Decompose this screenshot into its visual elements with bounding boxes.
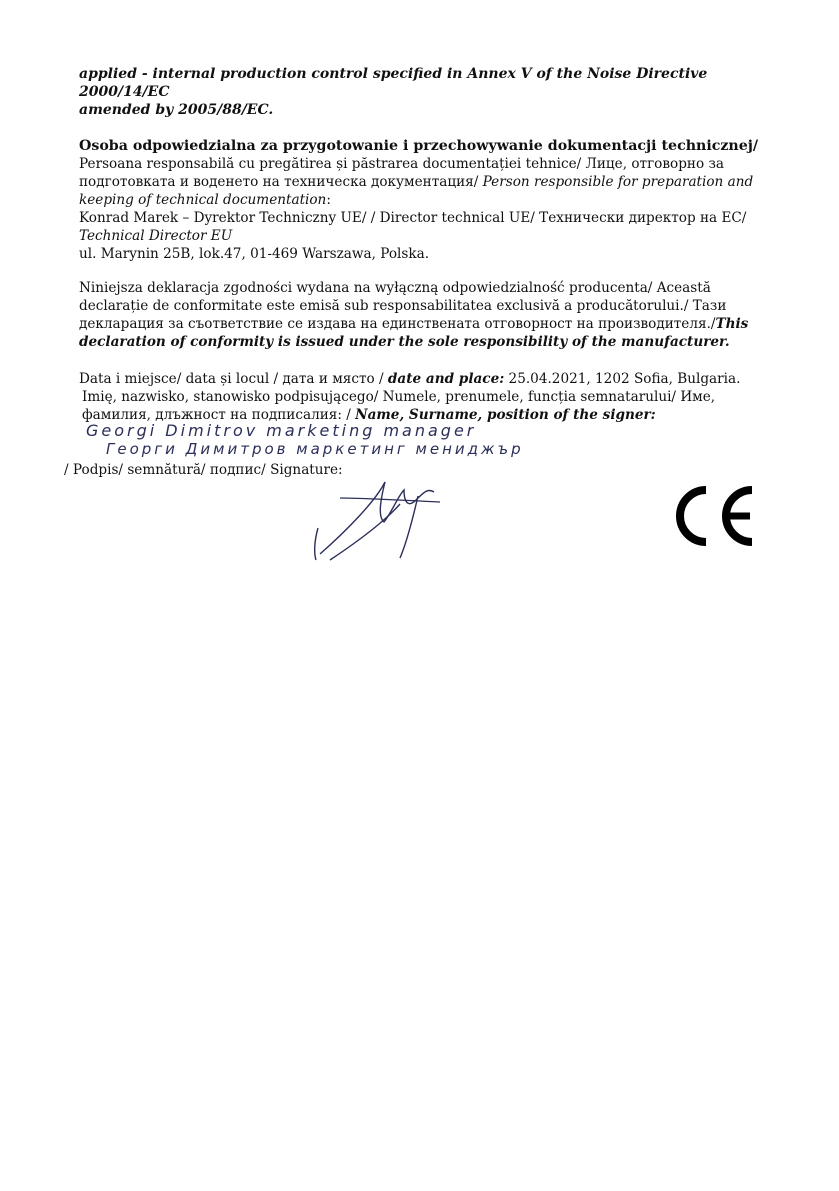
applied-line-1: applied - internal production control specified in Annex V of the Noise Directive 2000/14/EC [79, 66, 708, 100]
date-place-label-en: date and place: [387, 371, 505, 387]
signer-label-en: Name, Surname, position of the signer: [355, 407, 656, 423]
declaration-text-multilang: Niniejsza deklaracja zgodności wydana na wyłączną odpowiedzialność producenta/ Această declarație de conformitate este emisă sub responsabilitatea exclusivă a producătorului./ Тази декларация за съответствие се издава на единствената отговорност на производителя./ [79, 280, 727, 332]
handwritten-name-cyrillic: Георги Димитров маркетинг мениджър [106, 440, 524, 458]
signer-label: Imię, nazwisko, stanowisko podpisującego/ Numele, prenumele, funcția semnatarului/ Име, фамилия, длъжност на подписалия: / [82, 389, 716, 423]
signature-label: Podpis/ semnătură/ подпис/ Signature: [72, 462, 343, 478]
date-place-label: Data i miejsce/ data și locul / дата и място / [79, 371, 388, 387]
declaration-text-en: This declaration of conformity is issued under the sole responsibility of the manufacturer. [79, 316, 749, 350]
responsible-en: Person responsible for preparation and keeping of technical documentation [79, 174, 754, 208]
handwritten-name-latin: Georgi Dimitrov marketing manager [86, 421, 477, 440]
responsible-text [79, 155, 769, 209]
date-place-value: 25.04.2021, 1202 Sofia, Bulgaria. [504, 371, 741, 387]
declaration-section [79, 279, 769, 351]
applied-section [79, 65, 769, 119]
responsible-colon: : [326, 192, 331, 208]
responsible-heading: Osoba odpowiedzialna za przygotowanie i przechowywanie dokumentacji technicznej/ [79, 138, 759, 154]
signature-slash: / [64, 462, 69, 478]
date-place-section [79, 370, 769, 424]
applied-line-2: amended by 2005/88/EC. [79, 102, 274, 118]
handwritten-signature [300, 462, 460, 572]
technical-director-en: Technical Director EU [79, 228, 233, 244]
date-place-line [79, 370, 769, 388]
ce-mark [664, 484, 760, 548]
responsible-section [79, 137, 769, 263]
address-line: ul. Marynin 25B, lok.47, 01-469 Warszawa, Polska. [79, 246, 430, 262]
responsible-ro-bg: Persoana responsabilă cu pregătirea și păstrarea documentației tehnice/ Лице, отговорно за подготовката и воденето на техническа документация/ [79, 156, 724, 190]
technical-director-line: Konrad Marek – Dyrektor Techniczny UE/ / Director technical UE/ Технически директор на ЕС/ [79, 210, 747, 226]
declaration-text [79, 279, 769, 351]
signer-line [82, 388, 769, 424]
